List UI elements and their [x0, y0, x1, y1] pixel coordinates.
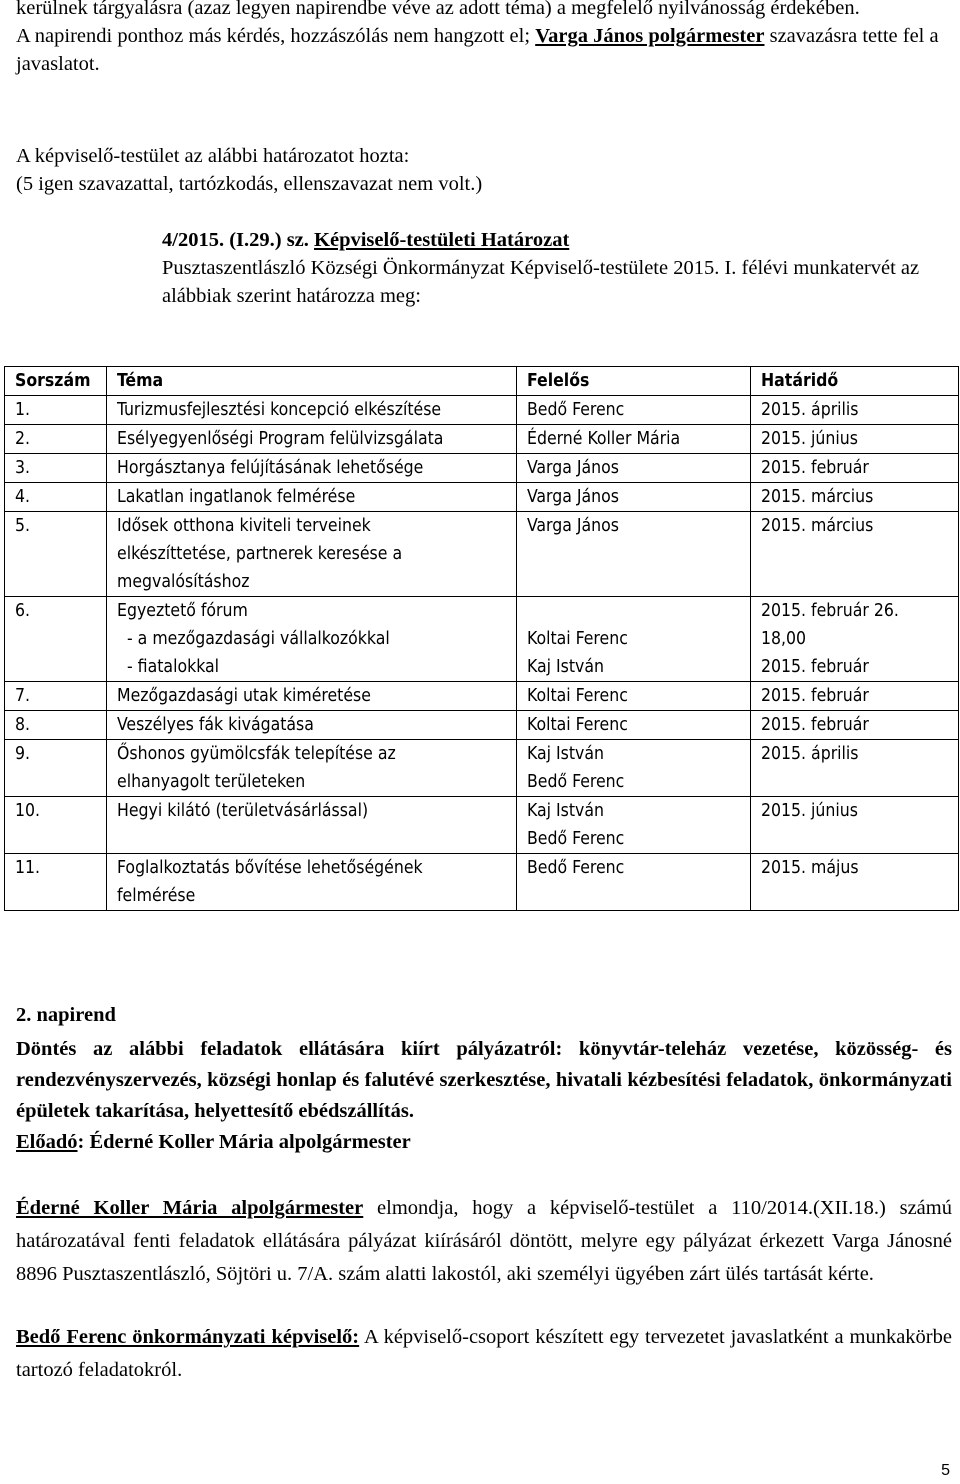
cell-responsible [517, 396, 751, 425]
cell-topic [107, 512, 517, 597]
cell-number [5, 396, 107, 425]
vote-text [16, 142, 482, 198]
intro-line2-post: szavazásra tette fel a javaslatot. [16, 25, 939, 75]
cell-topic [107, 711, 517, 740]
cell-line: Bedő Ferenc [527, 400, 625, 420]
cell-line: megvalósításhoz [117, 572, 250, 592]
cell-line: 2015. február [761, 458, 869, 478]
paragraph-deputy-text: elmondja, hogy a képviselő-testület a 110/2014.(XII.18.) számú határozatával fenti feladatok ellátására pályázat kiírásáról döntött, melyre egy pályázat érkezett Varga Jánosné 8896 Pusztaszentlászló, Söjtöri u. 7/A. szám alatti lakostól, aki személyi ügyében zárt ülés tartását kérte. [16, 1197, 952, 1285]
cell-number [5, 483, 107, 512]
cell-line: Turizmusfejlesztési koncepció elkészítése [117, 400, 442, 420]
cell-line: 2015. június [761, 429, 858, 449]
table-row [5, 483, 959, 512]
table-row [5, 682, 959, 711]
cell-line: Kaj István [527, 657, 604, 677]
cell-line: Őshonos gyümölcsfák telepítése az [117, 744, 396, 764]
cell-line: Varga János [527, 458, 619, 478]
representative-name: Bedő Ferenc önkormányzati képviselő: [16, 1326, 360, 1348]
table-row [5, 597, 959, 682]
intro-line2-pre: A napirendi ponthoz más kérdés, hozzászólás nem hangzott el; [16, 25, 536, 47]
presenter-colon: : [77, 1131, 85, 1153]
cell-line: Bedő Ferenc [527, 858, 625, 878]
cell-line: Foglalkoztatás bővítése lehetőségének [117, 858, 423, 878]
cell-line: Bedő Ferenc [527, 829, 625, 849]
header-cell: Téma [107, 367, 517, 396]
cell-topic [107, 396, 517, 425]
cell-line: elkészíttetése, partnerek keresése a [117, 544, 403, 564]
cell-responsible [517, 797, 751, 854]
header-cell: Határidő [751, 367, 959, 396]
cell-deadline [751, 682, 959, 711]
cell-line: 2015. április [761, 744, 859, 764]
cell-number [5, 597, 107, 682]
table-row [5, 854, 959, 911]
cell-line: 6. [15, 601, 31, 621]
cell-number [5, 454, 107, 483]
work-plan-table [4, 366, 959, 911]
intro-line1: kerülnek tárgyalásra (azaz legyen napirendbe véve az adott téma) a megfelelő nyilvánosság érdekében. [16, 0, 860, 19]
cell-line: 9. [15, 744, 31, 764]
cell-line: 2015. február [761, 657, 869, 677]
cell-line: 2015. június [761, 801, 858, 821]
cell-line: Veszélyes fák kivágatása [117, 715, 314, 735]
page-number: 5 [941, 1462, 950, 1479]
cell-responsible [517, 512, 751, 597]
resolution-number: 4/2015. (I.29.) sz. [162, 229, 315, 251]
cell-number [5, 682, 107, 711]
cell-line: 2015. február 26. [761, 601, 899, 621]
cell-number [5, 711, 107, 740]
cell-topic [107, 854, 517, 911]
vote-line1: A képviselő-testület az alábbi határozatot hozta: [16, 145, 410, 167]
cell-responsible [517, 682, 751, 711]
intro-paragraph [16, 0, 960, 78]
cell-line: 7. [15, 686, 31, 706]
cell-topic [107, 740, 517, 797]
cell-line: Bedő Ferenc [527, 772, 625, 792]
cell-line: - fiatalokkal [127, 657, 220, 677]
cell-line: felmérése [117, 886, 196, 906]
cell-deadline [751, 854, 959, 911]
cell-line: 2015. február [761, 686, 869, 706]
cell-line: 2015. április [761, 400, 859, 420]
cell-line: elhanyagolt területeken [117, 772, 306, 792]
cell-line: Koltai Ferenc [527, 629, 628, 649]
table-row [5, 797, 959, 854]
cell-deadline [751, 740, 959, 797]
cell-line: 2015. március [761, 487, 874, 507]
cell-responsible [517, 454, 751, 483]
agenda-title: Döntés az alábbi feladatok ellátására kiírt pályázatról: könyvtár-teleház vezetése, közösség- és rendezvényszervezés, községi honlap és falutévé szerkesztése, hivatali kézbesítési feladatok, önkormányzati épületek takarítása, helyettesítő ebédszállítás. [16, 1038, 952, 1122]
cell-deadline [751, 396, 959, 425]
table-row [5, 711, 959, 740]
agenda-heading: 2. napirend [16, 1004, 116, 1026]
cell-line: 11. [15, 858, 41, 878]
cell-line: 4. [15, 487, 31, 507]
cell-number [5, 425, 107, 454]
cell-responsible [517, 425, 751, 454]
cell-number [5, 797, 107, 854]
presenter-label: Előadó [16, 1131, 78, 1153]
cell-responsible [517, 597, 751, 682]
resolution-text: Pusztaszentlászló Községi Önkormányzat Képviselő-testülete 2015. I. félévi munkatervét az alábbiak szerint határozza meg: [162, 257, 920, 307]
header-cell: Felelős [517, 367, 751, 396]
deputy-mayor-name: Éderné Koller Mária alpolgármester [16, 1197, 364, 1219]
vote-line2: (5 igen szavazattal, tartózkodás, ellenszavazat nem volt.) [16, 173, 483, 195]
resolution-label: Képviselő-testületi Határozat [314, 229, 570, 251]
cell-topic [107, 797, 517, 854]
paragraph-deputy-mayor [16, 1192, 952, 1291]
paragraph-representative [16, 1321, 952, 1387]
cell-line: Horgásztanya felújításának lehetősége [117, 458, 424, 478]
presenter-line [16, 1127, 952, 1158]
cell-topic [107, 454, 517, 483]
cell-line: Kaj István [527, 801, 604, 821]
table-row [5, 740, 959, 797]
cell-line: - a mezőgazdasági vállalkozókkal [127, 629, 390, 649]
cell-responsible [517, 711, 751, 740]
agenda-2-section [16, 1001, 952, 1387]
cell-responsible [517, 740, 751, 797]
cell-line: 5. [15, 516, 31, 536]
cell-deadline [751, 597, 959, 682]
cell-line: Koltai Ferenc [527, 686, 628, 706]
cell-line: Mezőgazdasági utak kiméretése [117, 686, 371, 706]
cell-line: Varga János [527, 487, 619, 507]
table-row [5, 425, 959, 454]
cell-deadline [751, 454, 959, 483]
table-row [5, 396, 959, 425]
cell-line: Esélyegyenlőségi Program felülvizsgálata [117, 429, 444, 449]
cell-line: 1. [15, 400, 31, 420]
cell-topic [107, 483, 517, 512]
cell-line: 3. [15, 458, 31, 478]
cell-line: Egyeztető fórum [117, 601, 248, 621]
cell-line: Varga János [527, 516, 619, 536]
cell-deadline [751, 512, 959, 597]
cell-number [5, 854, 107, 911]
cell-deadline [751, 797, 959, 854]
cell-deadline [751, 425, 959, 454]
resolution-block [16, 226, 958, 310]
cell-line: 18,00 [761, 629, 807, 649]
presenter-name: Éderné Koller Mária alpolgármester [84, 1131, 411, 1153]
cell-line: Lakatlan ingatlanok felmérése [117, 487, 356, 507]
cell-line: Kaj István [527, 744, 604, 764]
cell-line: 2015. március [761, 516, 874, 536]
table-row [5, 512, 959, 597]
paragraph-representative-text: A képviselő-csoport készített egy tervezetet javaslatként a munkakörbe tartozó feladatokról. [16, 1326, 952, 1381]
cell-line: Éderné Koller Mária [527, 429, 681, 449]
cell-responsible [517, 854, 751, 911]
cell-deadline [751, 483, 959, 512]
table-header-row [5, 367, 959, 396]
table-row [5, 454, 959, 483]
cell-number [5, 512, 107, 597]
cell-line: Hegyi kilátó (területvásárlással) [117, 801, 369, 821]
cell-deadline [751, 711, 959, 740]
cell-number [5, 740, 107, 797]
cell-topic [107, 597, 517, 682]
cell-topic [107, 425, 517, 454]
cell-line: 10. [15, 801, 41, 821]
mayor-name: Varga János polgármester [535, 25, 765, 47]
cell-line: Koltai Ferenc [527, 715, 628, 735]
cell-line: 8. [15, 715, 31, 735]
cell-responsible [517, 483, 751, 512]
header-cell: Sorszám [5, 367, 107, 396]
cell-topic [107, 682, 517, 711]
cell-line: 2. [15, 429, 31, 449]
cell-line: 2015. május [761, 858, 859, 878]
cell-line: 2015. február [761, 715, 869, 735]
cell-line: Idősek otthona kiviteli terveinek [117, 516, 371, 536]
